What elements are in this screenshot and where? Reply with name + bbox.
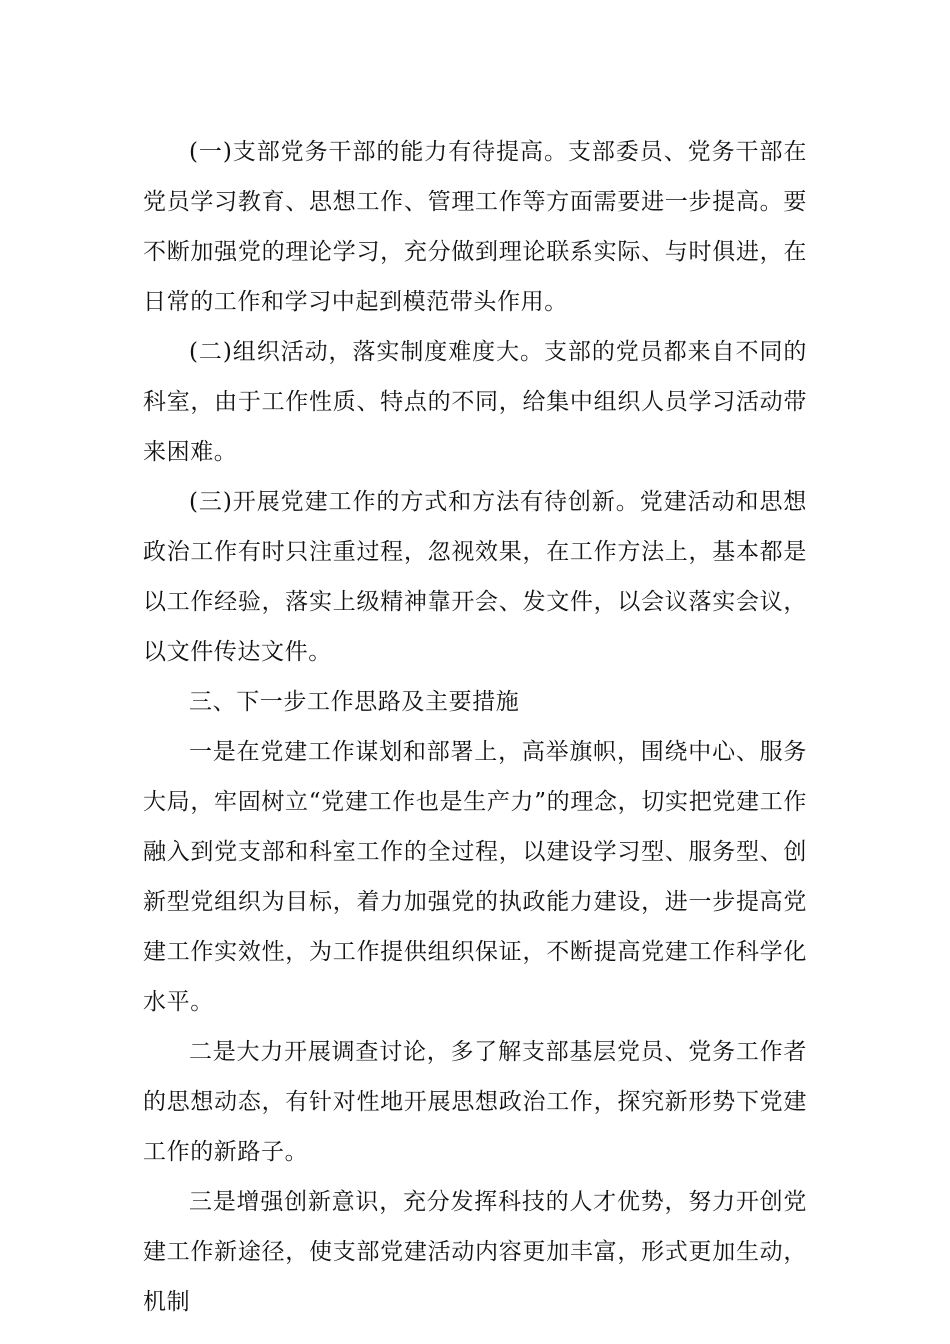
paragraph-measure-3: 三是增强创新意识，充分发挥科技的人才优势，努力开创党建工作新途径，使支部党建活动内容更加丰富，形式更加生动，机制: [143, 1189, 807, 1315]
paragraph-measure-1: 一是在党建工作谋划和部署上，高举旗帜，围绕中心、服务大局，牢固树立“党建工作也是生产力”的理念，切实把党建工作融入到党支部和科室工作的全过程，以建设学习型、服务型、创新型党组织为目标，着力加强党的执政能力建设，进一步提高党建工作实效性，为工作提供组织保证，不断提高党建工作科学化水平。: [143, 739, 807, 1015]
paragraph-weakness-2: (二)组织活动，落实制度难度大。支部的党员都来自不同的科室，由于工作性质、特点的不同，给集中组织人员学习活动带来困难。: [143, 339, 807, 465]
paragraph-weakness-3: (三)开展党建工作的方式和方法有待创新。党建活动和思想政治工作有时只注重过程，忽视效果，在工作方法上，基本都是以工作经验，落实上级精神靠开会、发文件，以会议落实会议，以文件传达文件。: [143, 489, 807, 665]
paragraph-measure-2: 二是大力开展调查讨论，多了解支部基层党员、党务工作者的思想动态，有针对性地开展思想政治工作，探究新形势下党建工作的新路子。: [143, 1039, 807, 1165]
section-heading-next-steps: 三、下一步工作思路及主要措施: [189, 689, 520, 715]
document-body: [143, 127, 807, 1327]
paragraph-weakness-1: (一)支部党务干部的能力有待提高。支部委员、党务干部在党员学习教育、思想工作、管理工作等方面需要进一步提高。要不断加强党的理论学习，充分做到理论联系实际、与时俱进，在日常的工作和学习中起到模范带头作用。: [143, 139, 807, 315]
